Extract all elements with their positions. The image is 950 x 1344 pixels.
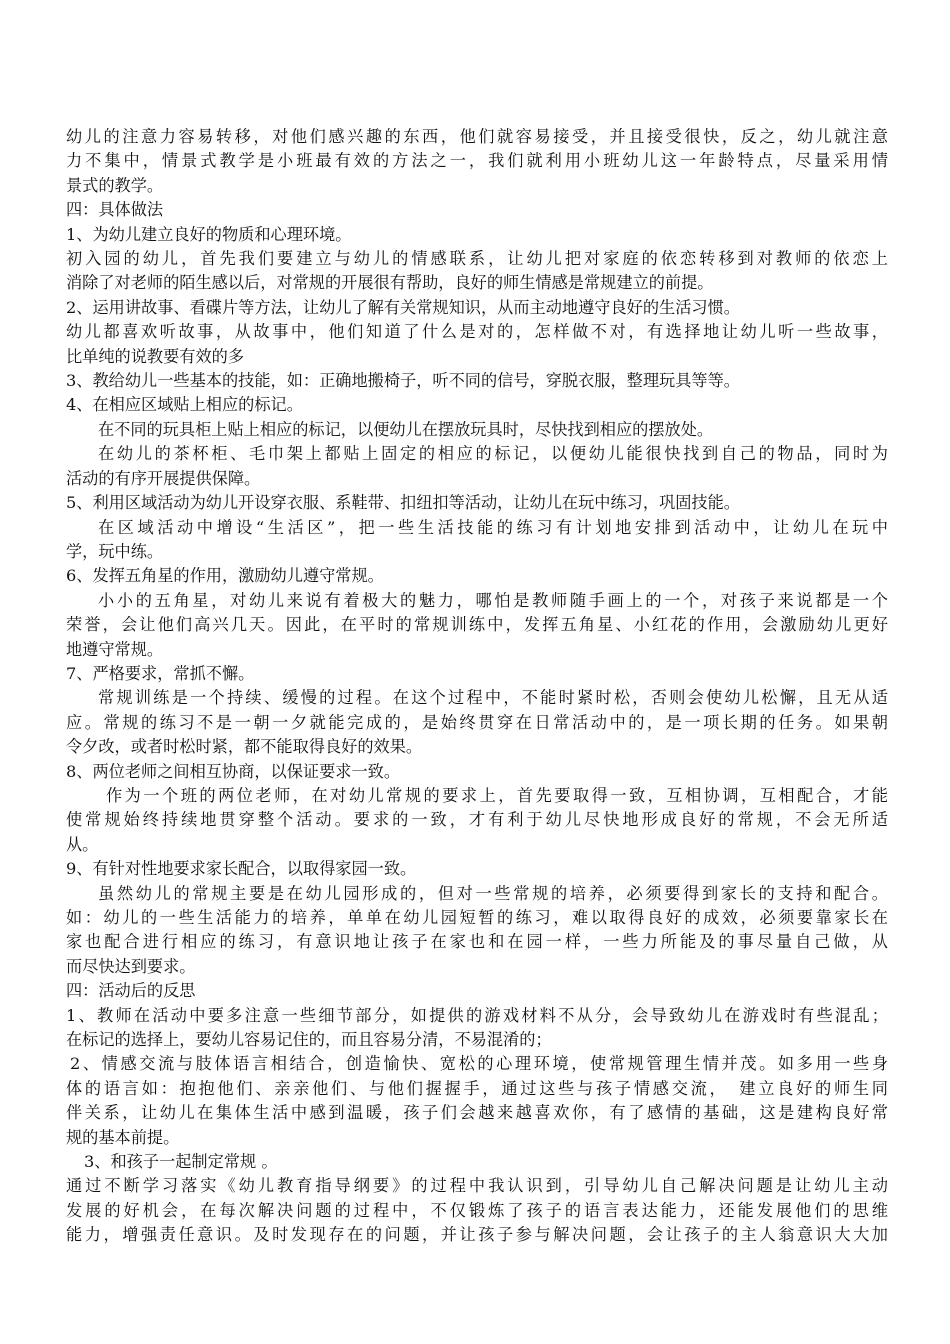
- text-line: 常规训练是一个持续、缓慢的过程。在这个过程中，不能时紧时松，否则会使幼儿松懈，且无从适: [98, 688, 888, 708]
- item-heading: 5、利用区域活动为幼儿开设穿衣服、系鞋带、扣纽扣等活动，让幼儿在玩中练习，巩固技能。: [66, 493, 740, 513]
- text-line: 荣誉，会让他们高兴几天。因此，在平时的常规训练中，发挥五角星、小红花的作用，会激励幼儿更好: [66, 615, 888, 635]
- text-line: 在不同的玩具柜上贴上相应的标记，以便幼儿在摆放玩具时，尽快找到相应的摆放处。: [98, 419, 714, 439]
- item-heading: 3、教给幼儿一些基本的技能，如：正确地搬椅子，听不同的信号，穿脱衣服，整理玩具等等。: [66, 371, 740, 391]
- item-heading: 8、两位老师之间相互协商，以保证要求一致。: [66, 761, 401, 781]
- text-line: 伴关系，让幼儿在集体生活中感到温暖，孩子们会越来越喜欢你，有了感情的基础，这是建构良好常: [66, 1103, 888, 1123]
- text-line: 景式的教学。: [66, 175, 164, 195]
- text-line: 活动的有序开展提供保障。: [66, 468, 261, 488]
- text-line: 通过不断学习落实《幼儿教育指导纲要》的过程中我认识到，引导幼儿自己解决问题是让幼儿主动: [66, 1176, 888, 1196]
- item-heading: 1、为幼儿建立良好的物质和心理环境。: [66, 224, 352, 244]
- section-heading: 四：具体做法: [66, 200, 164, 220]
- text-line: 比单纯的说教要有效的多: [66, 346, 245, 366]
- text-line: 在幼儿的茶杯柜、毛巾架上都贴上固定的相应的标记，以便幼儿能很快找到自己的物品，同时为: [98, 444, 888, 464]
- text-line: 作为一个班的两位老师，在对幼儿常规的要求上，首先要取得一致，互相协调，互相配合，才能: [106, 785, 888, 805]
- text-line: 发展的好机会，在每次解决问题的过程中，不仅锻炼了孩子的语言表达能力，还能发展他们的思维: [66, 1200, 888, 1220]
- text-line: 从。: [66, 834, 99, 854]
- text-line: 家也配合进行相应的练习，有意识地让孩子在家也和在园一样，一些力所能及的事尽量自己做，从: [66, 932, 888, 952]
- text-line: 使常规始终持续地贯穿整个活动。要求的一致，才有利于幼儿尽快地形成良好的常规，不会无所适: [66, 810, 888, 830]
- text-line: 学，玩中练。: [66, 541, 164, 561]
- text-line: 2、情感交流与肢体语言相结合，创造愉快、宽松的心理环境，使常规管理生情并茂。如多用一些身: [70, 1054, 888, 1074]
- text-line: 令夕改，或者时松时紧，都不能取得良好的效果。: [66, 737, 423, 757]
- text-line: 在标记的选择上，要幼儿容易记住的，而且容易分清，不易混淆的；: [66, 1030, 552, 1050]
- text-line: 幼儿都喜欢听故事，从故事中，他们知道了什么是对的，怎样做不对，有选择地让幼儿听一些故事，: [66, 322, 888, 342]
- text-line: 规的基本前提。: [66, 1127, 180, 1147]
- text-line: 而尽快达到要求。: [66, 956, 196, 976]
- text-line: 应。常规的练习不是一朝一夕就能完成的，是始终贯穿在日常活动中的，是一项长期的任务。如果朝: [66, 712, 888, 732]
- text-line: 初入园的幼儿，首先我们要建立与幼儿的情感联系，让幼儿把对家庭的依恋转移到对教师的依恋上: [66, 249, 888, 269]
- text-line: 幼儿的注意力容易转移，对他们感兴趣的东西，他们就容易接受，并且接受很快，反之，幼儿就注意: [66, 127, 888, 146]
- text-line: 力不集中，情景式教学是小班最有效的方法之一，我们就利用小班幼儿这一年龄特点，尽量采用情: [66, 151, 888, 171]
- text-line: 如：幼儿的一些生活能力的培养，单单在幼儿园短暂的练习，难以取得良好的成效，必须要靠家长在: [66, 908, 888, 927]
- item-heading: 6、发挥五角星的作用，激励幼儿遵守常规。: [66, 566, 384, 586]
- section-heading: 四：活动后的反思: [66, 981, 196, 1001]
- text-line: 地遵守常规。: [66, 639, 164, 659]
- text-line: 1、教师在活动中要多注意一些细节部分，如提供的游戏材料不从分，会导致幼儿在游戏时有些混乱；: [66, 1005, 888, 1025]
- item-heading: 7、严格要求，常抓不懈。: [66, 663, 255, 683]
- item-heading: 9、有针对性地要求家长配合，以取得家园一致。: [66, 859, 417, 879]
- text-line: 消除了对老师的陌生感以后，对常规的开展很有帮助，良好的师生情感是常规建立的前提。: [66, 273, 714, 293]
- text-line: 虽然幼儿的常规主要是在幼儿园形成的，但对一些常规的培养，必须要得到家长的支持和配合。: [98, 883, 888, 903]
- text-line: 体的语言如：抱抱他们、亲亲他们、与他们握握手，通过这些与孩子情感交流， 建立良好的师生同: [66, 1078, 888, 1098]
- item-heading: 2、运用讲故事、看碟片等方法，让幼儿了解有关常规知识，从而主动地遵守良好的生活习惯。: [66, 297, 740, 317]
- item-heading: 4、在相应区域贴上相应的标记。: [66, 395, 303, 415]
- item-heading: 3、和孩子一起制定常规 。: [84, 1152, 278, 1172]
- text-line: 能力，增强责任意识。及时发现存在的问题，并让孩子参与解决问题，会让孩子的主人翁意识大大加: [66, 1225, 888, 1245]
- text-line: 在区域活动中增设“生活区”，把一些生活技能的练习有计划地安排到活动中，让幼儿在玩中: [98, 517, 888, 537]
- text-line: 小小的五角星，对幼儿来说有着极大的魅力，哪怕是教师随手画上的一个，对孩子来说都是一个: [98, 590, 888, 610]
